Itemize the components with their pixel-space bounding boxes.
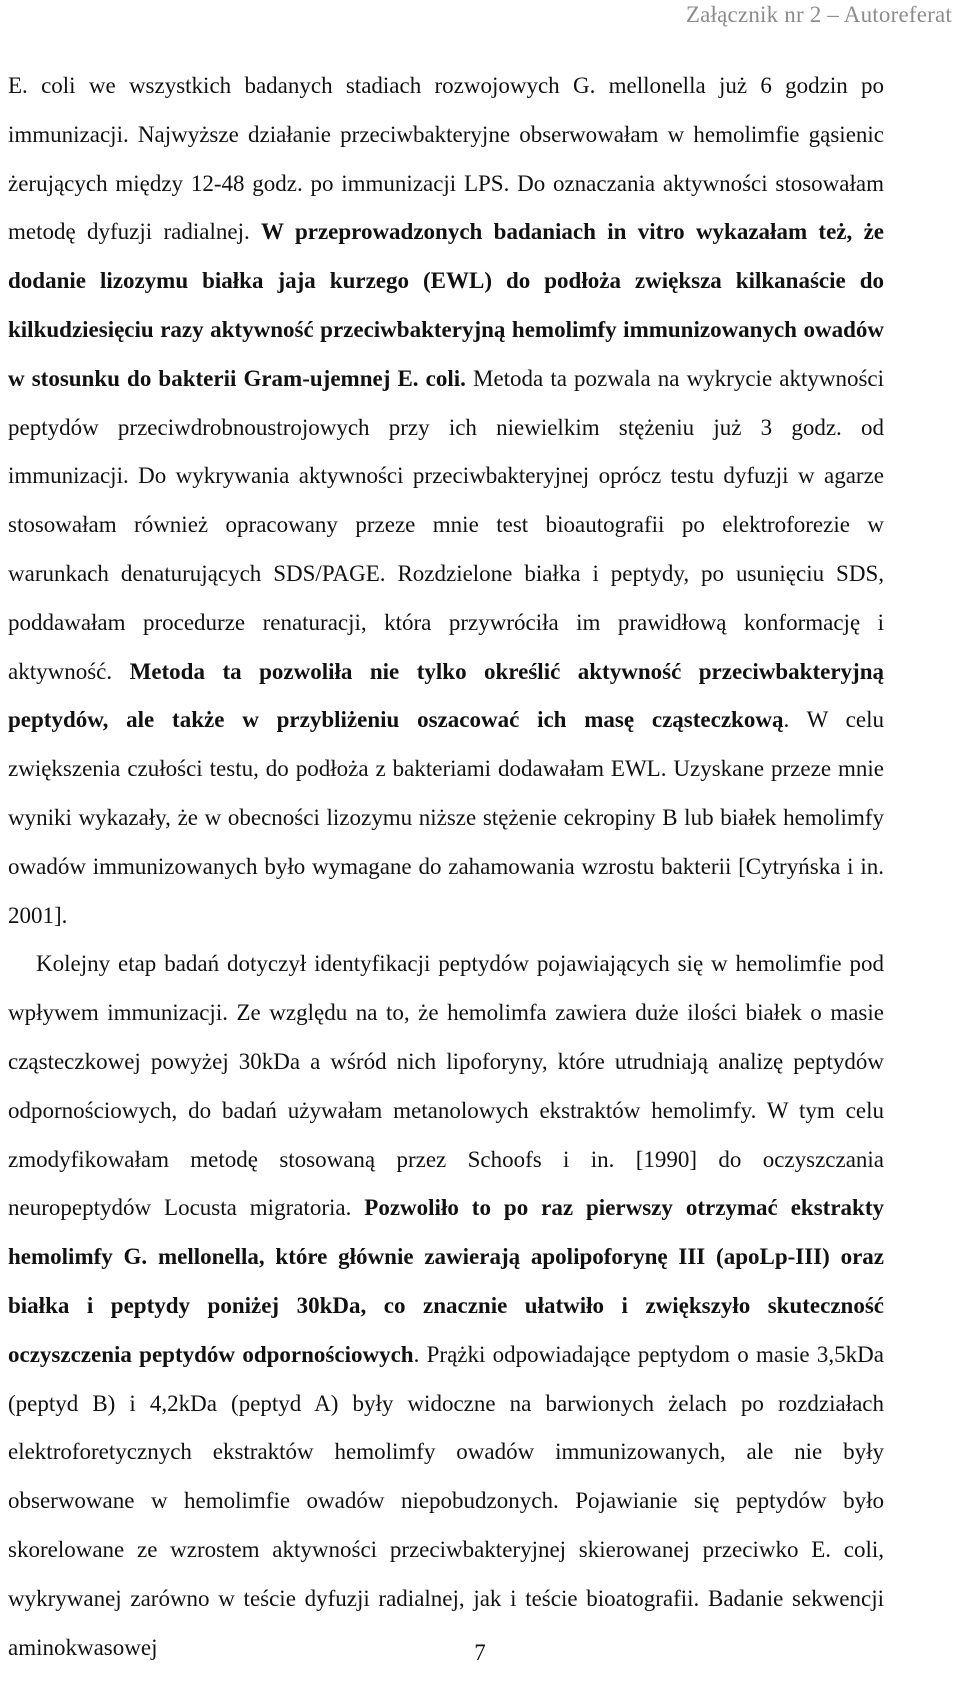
text-run: Metoda ta pozwala na wykrycie aktywności peptydów przeciwdrobnoustrojowych przy ich niewielkim stężeniu już 3 godz. od immunizacji. Do wykrywania aktywności przeciwbakteryjnej oprócz testu dyfuzji w agarze stosowałam również opracowany przeze mnie test bioautografii po elektroforezie w warunkach denaturujących SDS/PAGE. Rozdzielone białka i peptydy, po usunięciu SDS, poddawałam procedurze renaturacji, która przywróciła im prawidłową konformację i aktywność.	[8, 365, 885, 684]
page-number: 7	[474, 1640, 486, 1665]
bold-text-run: W przeprowadzonych badaniach in vitro wykazałam też, że dodanie lizozymu białka jaja kurzego (EWL) do podłoża zwiększa kilkanaście do kilkudziesięciu razy aktywność przeciwbakteryjną hemolimfy immunizowanych owadów w stosunku do bakterii Gram-ujemnej E. coli.	[8, 219, 884, 391]
paragraph-1	[8, 62, 884, 940]
text-run: . W celu zwiększenia czułości testu, do podłoża z bakteriami dodawałam EWL. Uzyskane przeze mnie wyniki wykazały, że w obecności lizozymu niższe stężenie cekropiny B lub białek hemolimfy owadów immunizowanych było wymagane do zahamowania wzrostu bakterii [Cytryńska i in. 2001].	[8, 707, 884, 928]
bold-text-run: Pozwoliło to po raz pierwszy otrzymać ekstrakty hemolimfy G. mellonella, które głównie zawierają apolipoforynę III (apoLp-III) oraz białka i peptydy poniżej 30kDa, co znacznie ułatwiło i zwiększyło skuteczność oczyszczenia peptydów odpornościowych	[8, 1195, 884, 1367]
page-header: Załącznik nr 2 – Autoreferat	[685, 2, 952, 27]
bold-text-run: Metoda ta pozwoliła nie tylko określić aktywność przeciwbakteryjną peptydów, ale także w przybliżeniu oszacować ich masę cząsteczkową	[8, 658, 884, 733]
text-run: E. coli we wszystkich badanych stadiach rozwojowych G. mellonella już 6 godzin po immunizacji. Najwyższe działanie przeciwbakteryjne obserwowałam w hemolimfie gąsienic żerujących między 12-48 godz. po immunizacji LPS. Do oznaczania aktywności stosowałam metodę dyfuzji radialnej.	[8, 73, 884, 245]
paragraph-2	[8, 940, 884, 1672]
text-run: Kolejny etap badań dotyczył identyfikacji peptydów pojawiających się w hemolimfie pod wpływem immunizacji. Ze względu na to, że hemolimfa zawiera duże ilości białek o masie cząsteczkowej powyżej 30kDa a wśród nich lipoforyny, które utrudniają analizę peptydów odpornościowych, do badań używałam metanolowych ekstraktów hemolimfy. W tym celu zmodyfikowałam metodę stosowaną przez Schoofs i in. [1990] do oczyszczania neuropeptydów Locusta migratoria.	[8, 951, 884, 1221]
text-run: . Prążki odpowiadające peptydom o masie 3,5kDa (peptyd B) i 4,2kDa (peptyd A) były widoczne na barwionych żelach po rozdziałach elektroforetycznych ekstraktów hemolimfy owadów immunizowanych, ale nie były obserwowane w hemolimfie owadów niepobudzonych. Pojawianie się peptydów było skorelowane ze wzrostem aktywności przeciwbakteryjnej skierowanej przeciwko E. coli, wykrywanej zarówno w teście dyfuzji radialnej, jak i teście bioatografii. Badanie sekwencji aminokwasowej	[8, 1341, 885, 1660]
document-body	[8, 62, 884, 1672]
